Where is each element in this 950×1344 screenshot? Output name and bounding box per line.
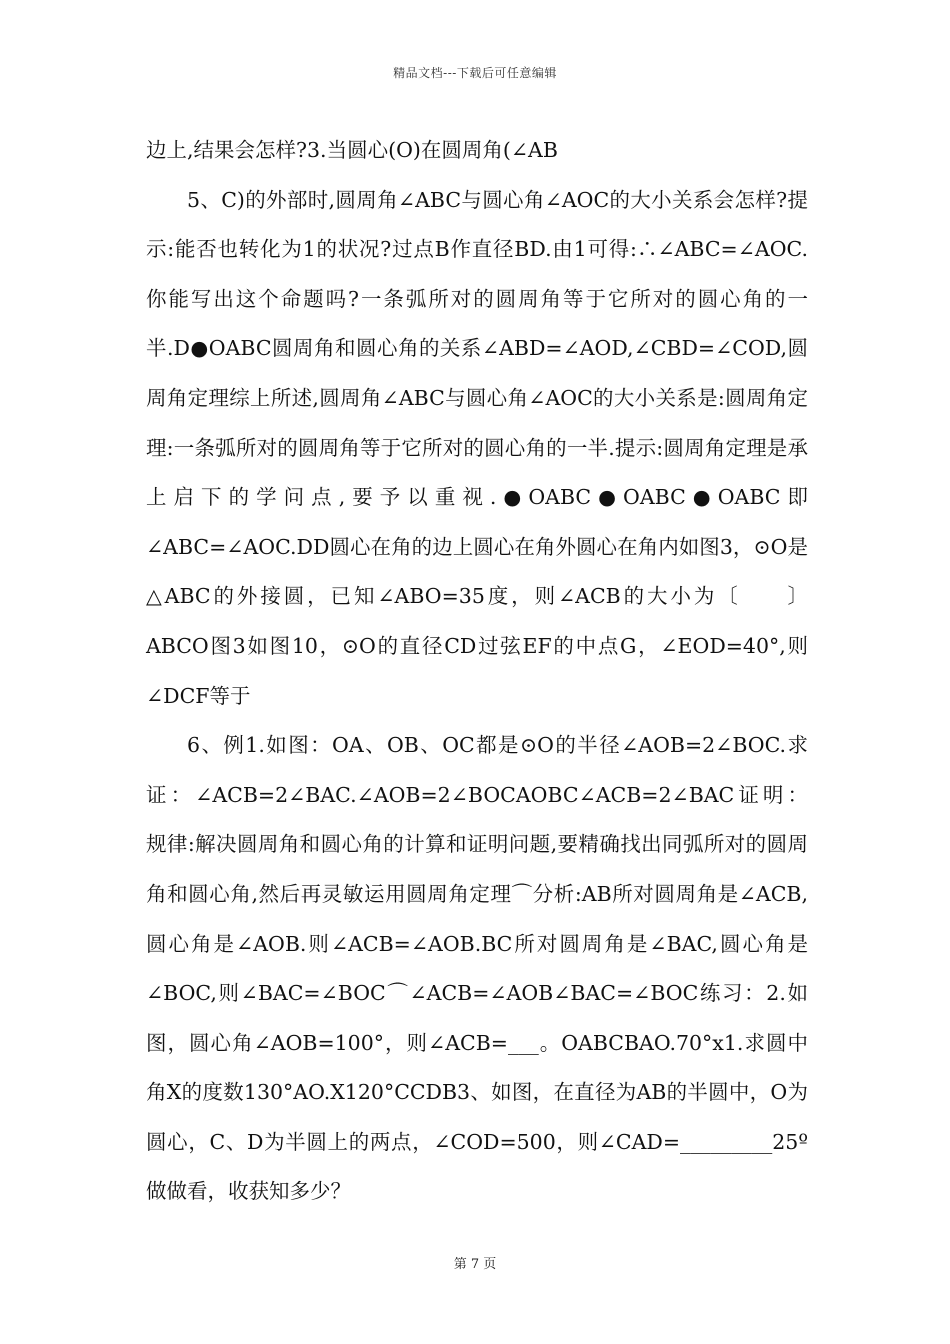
paragraph-continuation: 边上,结果会怎样?3.当圆心(O)在圆周角(∠AB [146,138,558,162]
document-body [146,126,808,1217]
page-number: 第 7 页 [453,1257,497,1272]
paragraph-5: 5、C)的外部时,圆周角∠ABC与圆心角∠AOC的大小关系会怎样?提示:能否也转化为1的状况?过点B作直径BD.由1可得:∴∠ABC=∠AOC.你能写出这个命题吗?一条弧所对的圆周角等于它所对的圆心角的一半.D●OABC圆周角和圆心角的关系∠ABD=∠AOD,∠CBD=∠COD,圆周角定理综上所述,圆周角∠ABC与圆心角∠AOC的大小关系是:圆周角定理:一条弧所对的圆周角等于它所对的圆心角的一半.提示:圆周角定理是承上启下的学问点,要予以重视.●OABC●OABC●OABC即∠ABC=∠AOC.DD圆心在角的边上圆心在角外圆心在角内如图3，⊙O是△ABC的外接圆，已知∠ABO=35度，则∠ACB的大小为〔 〕ABCO图3如图10，⊙O的直径CD过弦EF的中点G，∠EOD=40°,则∠DCF等于 [146,187,808,708]
page-header: 精品文档---下载后可任意编辑 [393,66,557,80]
paragraph-6: 6、例1.如图：OA、OB、OC都是⊙O的半径∠AOB=2∠BOC.求证：∠ACB=2∠BAC.∠AOB=2∠BOCAOBC∠ACB=2∠BAC证明：规律:解决圆周角和圆心角的计算和证明问题,要精确找出同弧所对的圆周角和圆心角,然后再灵敏运用圆周角定理⌒分析:AB所对圆周角是∠ACB,圆心角是∠AOB.则∠ACB=∠AOB.BC所对圆周角是∠BAC,圆心角是∠BOC,则∠BAC=∠BOC⌒∠ACB=∠AOB∠BAC=∠BOC练习：2.如图，圆心角∠AOB=100°，则∠ACB=___。OABCBAO.70°x1.求圆中角X的度数130°AO.X120°CCDB3、如图，在直径为AB的半圆中，O为圆心，C、D为半圆上的两点，∠COD=500，则∠CAD=_________25º做做看，收获知多少？ [146,733,808,1204]
